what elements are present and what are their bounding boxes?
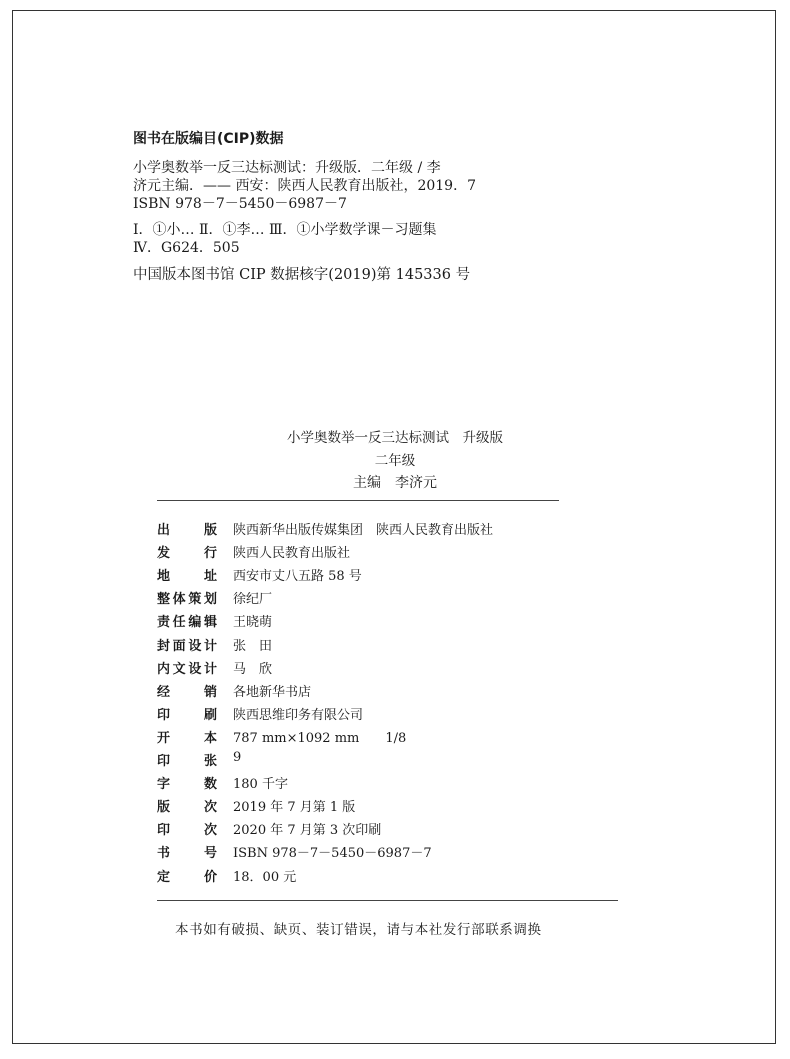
imprint-label: 印 张 xyxy=(157,754,217,769)
imprint-label: 出 版 xyxy=(157,523,217,538)
book-grade: 二年级 xyxy=(374,453,416,469)
imprint-value: 陕西人民教育出版社 xyxy=(233,546,351,562)
imprint-value: 陕西新华出版传媒集团 陕西人民教育出版社 xyxy=(233,523,494,538)
imprint-value: 张 田 xyxy=(233,638,273,654)
imprint-value: 马 欣 xyxy=(233,661,273,677)
imprint-value: 18．00 元 xyxy=(233,869,297,885)
imprint-value: 787 mm×1092 mm 1/8 xyxy=(233,730,407,746)
imprint-value: 各地新华书店 xyxy=(233,684,312,700)
imprint-value: 180 千字 xyxy=(233,777,288,793)
imprint-label: 印 刷 xyxy=(157,707,217,723)
imprint-label: 封 面 设 计 xyxy=(157,638,217,654)
cip-record-number: 中国版本图书馆 CIP 数据核字(2019)第 145336 号 xyxy=(133,267,471,283)
imprint-label: 责 任 编 辑 xyxy=(157,615,217,631)
cip-line: 小学奥数举一反三达标测试：升级版．二年级 / 李 xyxy=(133,160,441,176)
book-editor: 主编 李济元 xyxy=(353,475,437,491)
imprint-label: 书 号 xyxy=(157,846,217,862)
imprint-label: 内 文 设 计 xyxy=(157,661,217,677)
divider-top xyxy=(157,500,559,501)
imprint-label: 印 次 xyxy=(157,823,217,839)
imprint-value: 王晓萌 xyxy=(233,615,273,631)
cip-line: ISBN 978－7－5450－6987－7 xyxy=(133,196,347,212)
book-title: 小学奥数举一反三达标测试 升级版 xyxy=(287,430,503,446)
imprint-value: ISBN 978－7－5450－6987－7 xyxy=(233,846,432,862)
cip-line: Ⅳ．G624．505 xyxy=(133,240,240,256)
imprint-label: 字 数 xyxy=(157,777,217,793)
imprint-label: 发 行 xyxy=(157,546,217,562)
imprint-value: 9 xyxy=(233,750,242,765)
imprint-label: 经 销 xyxy=(157,684,217,700)
imprint-value: 2019 年 7 月第 1 版 xyxy=(233,800,356,816)
imprint-value: 2020 年 7 月第 3 次印刷 xyxy=(233,823,382,839)
imprint-value: 徐纪厂 xyxy=(233,592,273,608)
imprint-label: 地 址 xyxy=(157,569,217,585)
cip-line: 济元主编．—— 西安：陕西人民教育出版社，2019．7 xyxy=(133,178,476,194)
imprint-label: 定 价 xyxy=(157,869,217,885)
imprint-value: 陕西思维印务有限公司 xyxy=(233,707,364,723)
imprint-label: 开 本 xyxy=(157,730,217,746)
cip-line: Ⅰ．①小… Ⅱ．①李… Ⅲ．①小学数学课－习题集 xyxy=(133,222,437,238)
imprint-value: 西安市丈八五路 58 号 xyxy=(233,569,362,585)
damage-notice: 本书如有破损、缺页、装订错误，请与本社发行部联系调换 xyxy=(175,922,542,938)
imprint-label: 版 次 xyxy=(157,800,217,816)
imprint-label: 整 体 策 划 xyxy=(157,592,217,608)
cip-title: 图书在版编目(CIP)数据 xyxy=(133,131,284,147)
divider-bottom xyxy=(157,900,618,901)
